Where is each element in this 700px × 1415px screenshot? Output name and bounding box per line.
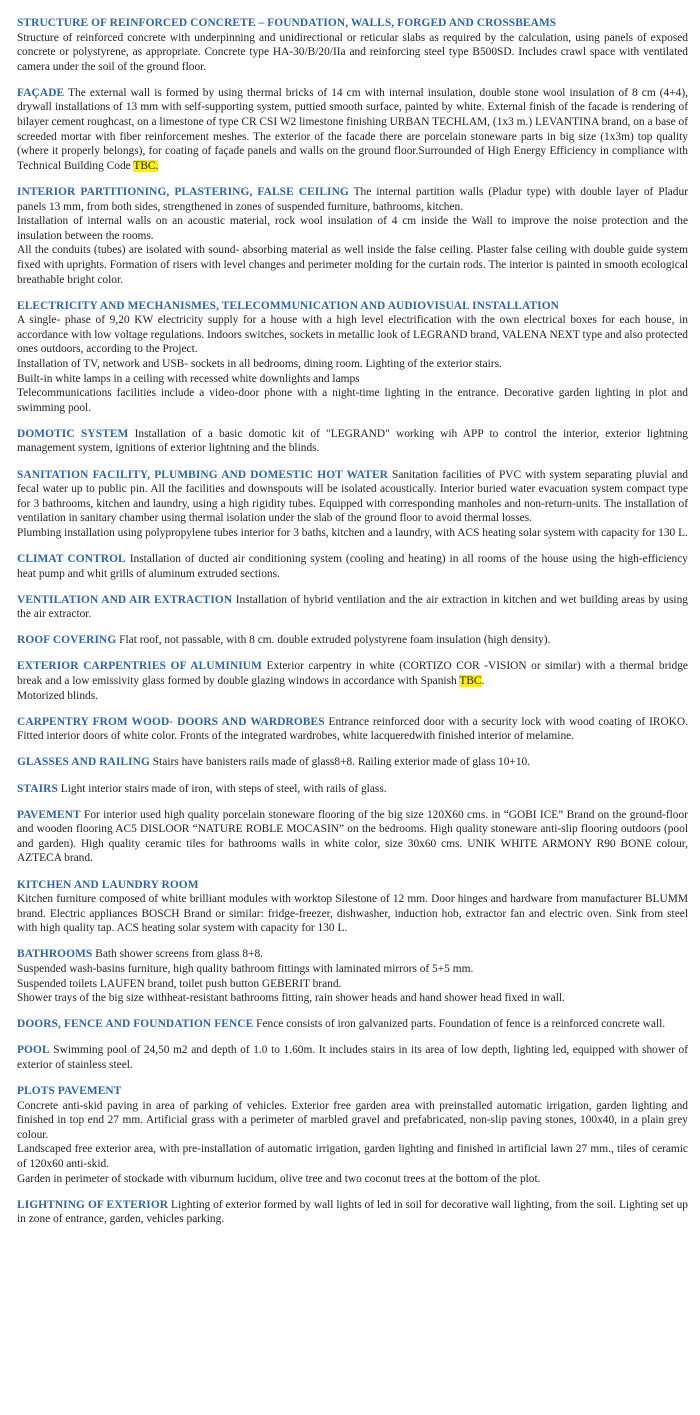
section-paragraph: Lighting of exterior formed by wall lights of led in soil for decorative wall lighting, from the soil. Lighting set up in zone of entrance, garden, vehicles parking. [17,1198,688,1226]
section-lightning [17,1198,688,1227]
section-paragraph: Suspended wash-basins furniture, high quality bathroom fittings with laminated mirrors of 5+5 mm. [17,962,474,975]
section-doors-fence [17,1017,688,1032]
section-paragraph: Flat roof, not passable, with 8 cm. double extruded polystyrene foam insulation (high density). [119,634,551,647]
section-heading: ELECTRICITY AND MECHANISMES, TELECOMMUNICATION AND AUDIOVISUAL INSTALLATION [17,299,559,312]
section-interior [17,185,688,287]
section-paragraph: For interior used high quality porcelain stoneware flooring of the big size 120X60 cms. in “GOBI ICE” Brand on the ground-floor and wooden flooring AC5 DISLOOR “NATURE ROBLE MOCASIN” on the bedrooms. High quality stoneware anti-slip flooring outdoors (pool and garden). High quality ceramic tiles for bathrooms walls in white color, size 30x60 cms. UNIK WHITE ARMONY R90 BONE colour, AZTECA brand. [17,808,688,865]
section-heading: PAVEMENT [17,808,81,821]
section-paragraph: Exterior carpentry in white (CORTIZO COR -VISION or similar) with a thermal bridge break and a low emissivity glass formed by double glazing windows in accordance with Spanish [17,660,688,688]
section-paragraph: Swimming pool of 24,50 m2 and depth of 1.0 to 1.60m. It includes stairs in its area of low depth, lighting led, equipped with shower of exterior of stainless steel. [17,1044,688,1071]
section-paragraph: Light interior stairs made of iron, with steps of steel, with rails of glass. [60,782,387,795]
section-paragraph: A single- phase of 9,20 KW electricity supply for a house with a high level electrification with the own electrical boxes for each house, in accordance with low voltage regulations. Indoors switches, sockets in metallic look of LEGRAND brand, VALENA NEXT type and also protected ones outdoors, according to the Project. [17,314,688,356]
section-paragraph: The external wall is formed by using thermal bricks of 14 cm with internal insulation, double stone wool insulation of 8 cm (4+4), drywall installations of 13 mm with self-supporting system, puttied smooth surface, painted by white. External finish of the facade is rendering of bilayer cement roughcast, on a limestone of type CR CSI W2 limestone finishing URBAN TECHLAM, (1x3 m.) LEVANTINA brand, on a base of screeded mortar with fiber reinforcement meshes. The exterior of the facade there are porcelain stoneware parts in big size (1x3m) top quality (where it properly belongs), for coating of façade panels and walls on the ground floor.Surrounded of High Energy Efficiency in compliance with Technical Building Code [17,86,688,172]
section-paragraph: Motorized blinds. [17,689,98,702]
section-paragraph: Bath shower screens from glass 8+8. [95,948,263,961]
section-sanitation [17,468,688,541]
section-roof [17,633,688,648]
section-structure [17,16,688,74]
section-heading: LIGHTNING OF EXTERIOR [17,1198,169,1211]
section-electricity [17,299,688,416]
section-kitchen [17,878,688,936]
section-paragraph: Sanitation facilities of PVC with system separating pluvial and fecal water up to public pin. All the facilities and downspouts will be isolated acoustically. Interior buried water evacuation system compact type for 3 bathrooms, kitchen and laundry, using a high rigidity tubes. Equipped with corresponding manholes and non-return-units. The installation of ventilation in sanitary chamber using thermal isolation under the slab of the ground floor to avoid thermal losses. [17,468,688,525]
section-heading: CLIMAT CONTROL [17,553,126,565]
highlighted-text: TBC [459,675,482,688]
section-paragraph: Installation of TV, network and USB- sockets in all bedrooms, dining room. Lighting of the exterior stairs. [17,357,502,370]
section-heading: ROOF COVERING [17,634,117,647]
highlighted-text: TBC. [133,159,159,172]
section-ventilation [17,593,688,622]
section-heading: SANITATION FACILITY, PLUMBING AND DOMESTIC HOT WATER [17,468,388,481]
section-heading: DOMOTIC SYSTEM [17,427,129,440]
section-bathrooms [17,947,688,1005]
section-paragraph: The internal partition walls (Pladur type) with double layer of Pladur panels 13 mm, from both sides, strengthened in zones of suspended furniture, bathrooms, kitchen. [17,185,688,213]
section-paragraph: Garden in perimeter of stockade with viburnum lucidum, olive tree and two coconut trees at the bottom of the plot. [17,1172,541,1185]
section-heading: STAIRS [17,782,58,795]
section-heading: FAÇADE [17,86,65,99]
section-domotic [17,427,688,456]
section-glasses [17,755,688,770]
section-heading: VENTILATION AND AIR EXTRACTION [17,593,233,606]
section-paragraph: Structure of reinforced concrete with underpinning and unidirectional or reticular slabs as required by the calculation, using panels of exposed concrete or polystyrene, as appropriate. Concrete type HA-30/B/20/IIa and reinforcing steel type B500SD. Includes crawl space with ventilated camera under the soil of the ground floor. [17,31,688,73]
section-paragraph: Entrance reinforced door with a security lock with wood coating of IROKO. Fitted interior doors of white color. Fronts of the integrated wardrobes, white lacqueredwith finished interior of melamine. [17,715,688,743]
punctuation: . [481,675,485,688]
section-heading: GLASSES AND RAILING [17,756,150,769]
section-carpentry-wood [17,715,688,744]
section-paragraph: Stairs have banisters rails made of glass8+8. Railing exterior made of glass 10+10. [152,756,531,769]
section-paragraph: Suspended toilets LAUFEN brand, toilet push button GEBERIT brand. [17,977,342,990]
section-paragraph: Built-in white lamps in a ceiling with recessed white downlights and lamps [17,372,360,385]
section-paragraph: Plumbing installation using polypropylene tubes interior for 3 baths, kitchen and a laundry, with ACS heating solar system with capacity for 130 L. [17,526,688,539]
section-paragraph: Installation of ducted air conditioning system (cooling and heating) in all rooms of the house using the high-efficiency heat pump and whit grills of aluminum extruded sections. [17,553,688,580]
section-heading: POOL [17,1044,50,1057]
section-heading: INTERIOR PARTITIONING, PLASTERING, FALSE CEILING [17,185,349,198]
section-paragraph: All the conduits (tubes) are isolated with sound- absorbing material as well inside the false ceiling. Plaster false ceiling with double guide system fixed with uprights. Formation of risers with level changes and perimeter molding for the curtain rods. The interior is painted in smooth ecological breathable bright color. [17,244,688,286]
section-climat [17,552,688,581]
section-stairs [17,782,688,797]
section-paragraph: Kitchen furniture composed of white brilliant modules with worktop Silestone of 12 mm. Door hinges and hardware from manufacturer BLUMM brand. Electric appliances BOSCH Brand or similar: fridge-freezer, dishwasher, induction hob, extractor fan and electric oven. Sink from steel with high quality tap. ACS heating solar system with capacity for 130 L. [17,893,688,935]
section-paragraph: Landscaped free exterior area, with pre-installation of automatic irrigation, garden lighting and finished in artificial lawn 27 mm., tiles of ceramic of 120x60 anti-skid. [17,1143,688,1170]
section-paragraph: Fence consists of iron galvanized parts. Foundation of fence is a reinforced concrete wall. [256,1018,666,1031]
section-pavement [17,808,688,866]
section-exterior-carpentries [17,659,688,703]
section-paragraph: Telecommunications facilities include a video-door phone with a night-time lighting in the entrance. Decorative garden lighting in plot and swimming pool. [17,387,688,414]
section-facade [17,86,688,174]
section-heading: DOORS, FENCE AND FOUNDATION FENCE [17,1018,254,1031]
section-heading: BATHROOMS [17,948,93,961]
section-heading: KITCHEN AND LAUNDRY ROOM [17,878,199,891]
section-paragraph: Installation of internal walls on an acoustic material, rock wool insulation of 4 cm inside the Wall to improve the noise protection and the insulation between the rooms. [17,215,688,242]
section-heading: PLOTS PAVEMENT [17,1085,122,1098]
section-paragraph: Installation of a basic domotic kit of "LEGRAND" working wih APP to control the interior, exterior lightning management system, ignitions of exterior lightning and the blinds. [17,427,688,455]
section-paragraph: Installation of hybrid ventilation and the air extraction in kitchen and wet building areas by using the air extractor. [17,593,688,621]
section-heading: EXTERIOR CARPENTRIES OF ALUMINIUM [17,660,262,673]
section-heading: CARPENTRY FROM WOOD- DOORS AND WARDROBES [17,715,325,728]
section-plots [17,1084,688,1186]
section-paragraph: Concrete anti-skid paving in area of parking of vehicles. Exterior free garden area with preinstalled automatic irrigation, garden lighting and finished in top end 27 mm. Artificial grass with a perimeter of marbled gravel and prefabricated, non-slip paving stones, 100x40, in a plain grey colour. [17,1099,688,1141]
section-pool [17,1043,688,1072]
section-paragraph: Shower trays of the big size withheat-resistant bathrooms fitting, rain shower heads and hand shower head fixed in wall. [17,992,565,1005]
section-heading: STRUCTURE OF REINFORCED CONCRETE – FOUNDATION, WALLS, FORGED AND CROSSBEAMS [17,17,557,29]
